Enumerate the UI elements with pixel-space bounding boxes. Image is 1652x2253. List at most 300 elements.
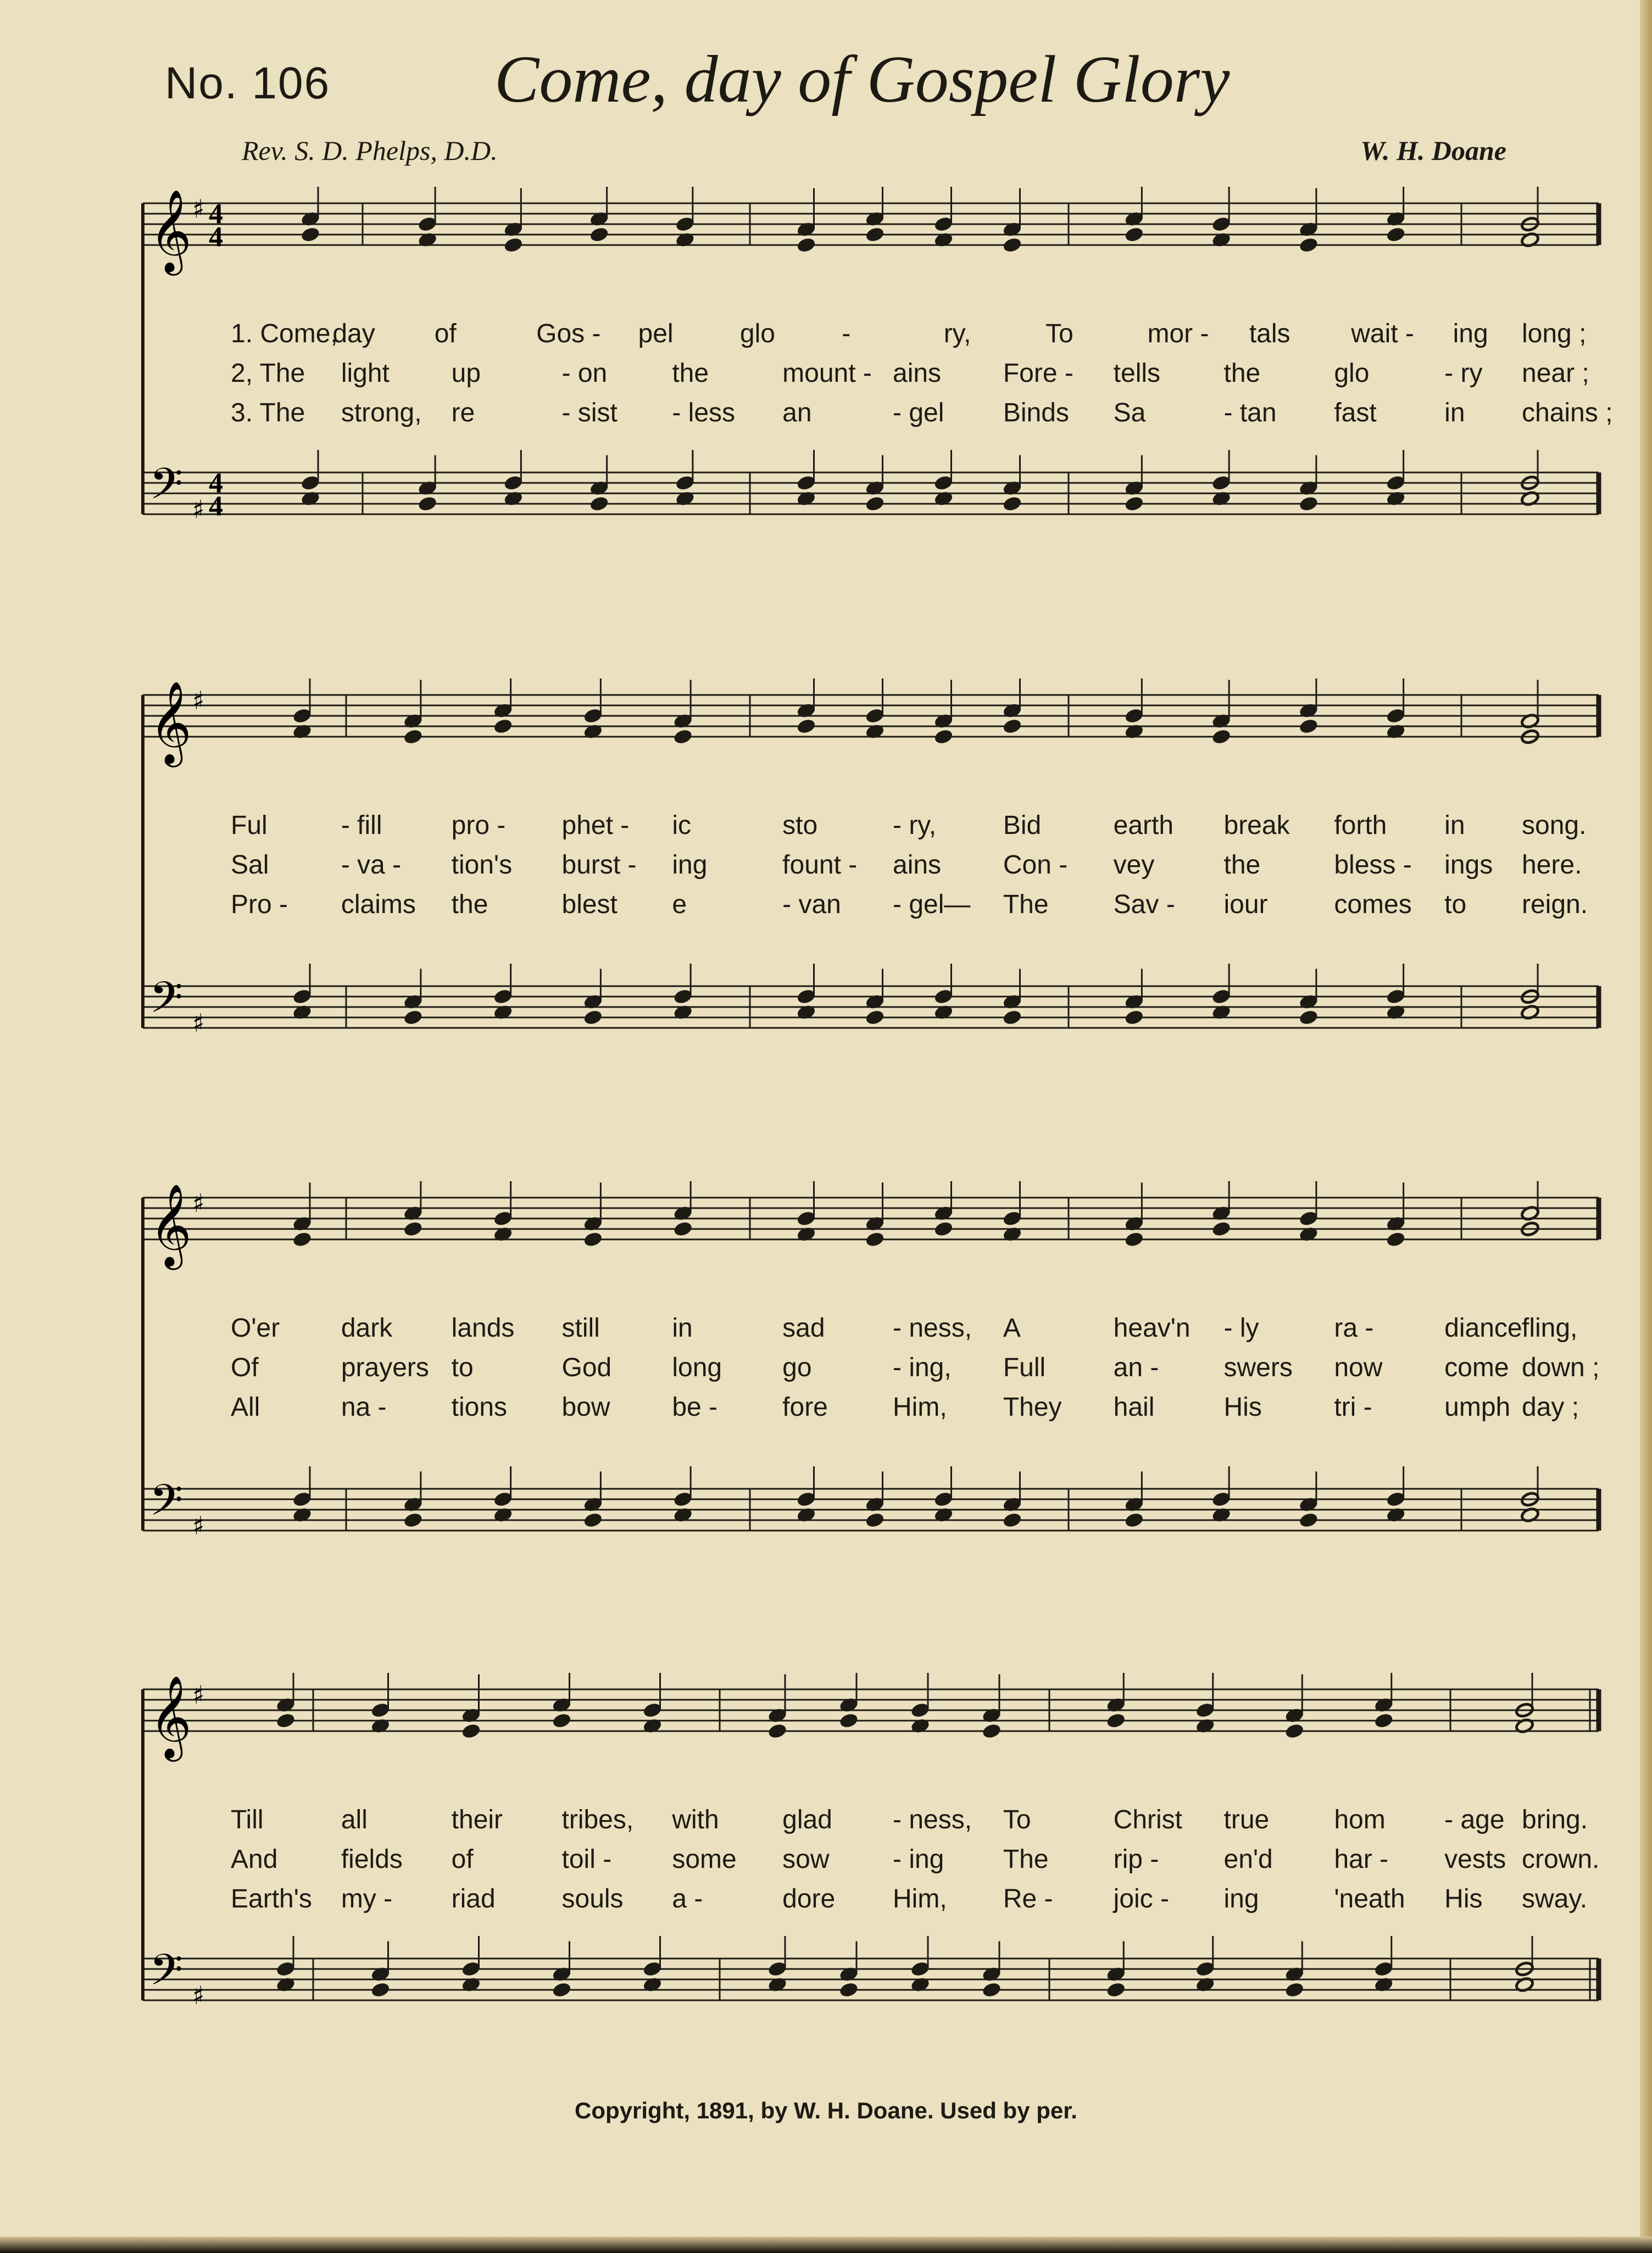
lyric-syllable: - ry — [1444, 359, 1483, 388]
lyric-syllable: And — [231, 1845, 278, 1874]
alto-note — [1386, 1231, 1405, 1247]
lyric-syllable: Pro - — [231, 890, 288, 919]
soprano-note — [934, 216, 953, 232]
tenor-note — [493, 1491, 513, 1507]
tenor-note — [797, 475, 816, 491]
soprano-note — [292, 708, 312, 724]
lyric-syllable: the — [672, 359, 709, 388]
alto-note — [1299, 237, 1318, 253]
lyric-line — [137, 1353, 1604, 1386]
alto-note — [589, 226, 609, 242]
lyric-syllable: some — [672, 1845, 737, 1874]
lyric-syllable: sto — [782, 811, 818, 840]
lyric-syllable: en'd — [1223, 1845, 1273, 1874]
lyric-syllable: fields — [341, 1845, 403, 1874]
tenor-note — [1195, 1961, 1215, 1977]
lyric-syllable: Him, — [893, 1884, 947, 1913]
lyric-syllable: - gel— — [893, 890, 971, 919]
lyric-syllable: hom — [1334, 1805, 1386, 1834]
lyric-syllable: tions — [451, 1393, 508, 1422]
lyric-syllable: tri - — [1334, 1393, 1372, 1422]
tenor-note — [1212, 988, 1231, 1004]
tenor-note — [1374, 1961, 1393, 1977]
alto-note — [865, 1231, 885, 1247]
music-system-1 — [137, 187, 1613, 582]
bass-clef-icon: 𝄢 — [149, 1945, 183, 2006]
lyric-syllable: Sal — [231, 850, 269, 880]
sharp-icon: ♯ — [192, 494, 205, 524]
lyric-syllable: dore — [782, 1884, 836, 1913]
lyric-syllable: - ness, — [893, 1314, 972, 1343]
bass-note — [865, 1009, 885, 1025]
lyric-syllable: hail — [1113, 1393, 1155, 1422]
sharp-icon: ♯ — [192, 1511, 205, 1540]
lyric-syllable: souls — [561, 1884, 624, 1913]
lyric-syllable: tells — [1113, 359, 1161, 388]
lyric-syllable: His — [1223, 1393, 1262, 1422]
treble-clef-icon: 𝄞 — [149, 1675, 192, 1758]
lyric-syllable: Earth's — [231, 1884, 312, 1913]
lyric-syllable: 3. The — [231, 398, 305, 427]
lyric-syllable: their — [451, 1805, 503, 1834]
sharp-icon: ♯ — [192, 1680, 205, 1710]
bass-note — [1299, 1009, 1318, 1025]
lyric-syllable: Of — [231, 1353, 259, 1382]
lyric-syllable: ing — [672, 850, 708, 880]
lyric-syllable: Binds — [1003, 398, 1069, 427]
lyric-syllable: prayers — [341, 1353, 429, 1382]
lyric-syllable: ic — [672, 811, 691, 840]
lyric-syllable: in — [1444, 811, 1465, 840]
soprano-note — [643, 1702, 662, 1718]
lyric-syllable: long — [672, 1353, 722, 1382]
lyric-syllable: The — [1003, 890, 1049, 919]
time-signature-top: 4 — [209, 198, 223, 230]
alto-note — [403, 1221, 422, 1237]
bass-note — [1003, 1009, 1022, 1025]
lyric-line — [137, 358, 1604, 391]
lyric-syllable: fling, — [1522, 1314, 1578, 1343]
lyric-syllable: - tan — [1223, 398, 1277, 427]
lyric-syllable: Ful — [231, 811, 268, 840]
lyric-syllable: vey — [1113, 850, 1155, 880]
alto-note — [1003, 718, 1022, 734]
lyric-syllable: tion's — [451, 850, 513, 880]
lyric-syllable: song. — [1522, 811, 1587, 840]
hymn-title: Come, day of Gospel Glory — [494, 42, 1230, 116]
lyric-syllable: the — [1223, 359, 1261, 388]
alto-note — [674, 1221, 693, 1237]
soprano-note — [1195, 1702, 1215, 1718]
lyric-syllable: an — [782, 398, 812, 427]
lyric-syllable: light — [341, 359, 390, 388]
lyric-syllable: A — [1003, 1314, 1021, 1343]
alto-note — [1125, 226, 1144, 242]
lyric-syllable: a - — [672, 1884, 703, 1913]
lyric-syllable: Him, — [893, 1393, 947, 1422]
bass-note — [865, 496, 885, 511]
lyric-syllable: umph — [1444, 1393, 1511, 1422]
lyric-syllable: to — [451, 1353, 474, 1382]
tenor-note — [643, 1961, 662, 1977]
lyric-syllable: now — [1334, 1353, 1383, 1382]
lyric-syllable: mor - — [1147, 319, 1209, 348]
lyric-syllable: mount - — [782, 359, 872, 388]
lyric-syllable: Re - — [1003, 1884, 1053, 1913]
lyric-syllable: 'neath — [1334, 1884, 1405, 1913]
tenor-note — [1386, 475, 1405, 491]
soprano-note — [1212, 216, 1231, 232]
lyric-syllable: in — [672, 1314, 693, 1343]
bass-note — [865, 1512, 885, 1528]
lyric-syllable: glo — [1334, 359, 1370, 388]
bass-note — [1299, 496, 1318, 511]
bass-note — [1125, 496, 1144, 511]
lyric-syllable: - ly — [1223, 1314, 1259, 1343]
bass-note — [403, 1512, 422, 1528]
treble-clef-icon: 𝄞 — [149, 188, 192, 272]
bass-note — [1003, 1512, 1022, 1528]
lyric-syllable: chains ; — [1522, 398, 1613, 427]
bass-clef-icon: 𝄢 — [149, 973, 183, 1033]
bass-note — [583, 1512, 603, 1528]
tenor-note — [292, 988, 312, 1004]
bass-note — [418, 496, 437, 511]
lyric-syllable: ing — [1223, 1884, 1259, 1913]
alto-note — [934, 728, 953, 744]
lyric-syllable: - ing, — [893, 1353, 952, 1382]
lyric-syllable: earth — [1113, 811, 1174, 840]
treble-clef-icon: 𝄞 — [149, 1183, 192, 1266]
alto-note — [1125, 1231, 1144, 1247]
lyric-line — [137, 398, 1613, 431]
lyric-syllable: - on — [561, 359, 608, 388]
alto-note — [1212, 728, 1231, 744]
lyric-syllable: bow — [561, 1393, 610, 1422]
treble-clef-icon: 𝄞 — [149, 680, 192, 764]
lyric-syllable: burst - — [561, 850, 637, 880]
bass-note — [1285, 1982, 1304, 1998]
soprano-note — [797, 1210, 816, 1226]
alto-note — [403, 728, 422, 744]
lyric-line — [137, 319, 1604, 352]
tenor-note — [1212, 1491, 1231, 1507]
lyric-syllable: Con - — [1003, 850, 1068, 880]
music-system-2 — [137, 678, 1604, 1096]
lyric-syllable: bless - — [1334, 850, 1412, 880]
tenor-note — [910, 1961, 930, 1977]
alto-note — [301, 226, 320, 242]
lyric-syllable: Gos - — [536, 319, 601, 348]
lyric-syllable: e — [672, 890, 687, 919]
soprano-note — [865, 708, 885, 724]
tenor-note — [934, 1491, 953, 1507]
time-signature-top: 4 — [209, 468, 223, 499]
tenor-note — [504, 475, 523, 491]
lyric-syllable: all — [341, 1805, 368, 1834]
lyric-syllable: ains — [893, 850, 942, 880]
lyric-syllable: heav'n — [1113, 1314, 1191, 1343]
alto-note — [292, 1231, 312, 1247]
lyric-syllable: - ing — [893, 1845, 944, 1874]
lyric-line — [137, 1805, 1604, 1838]
lyric-syllable: bring. — [1522, 1805, 1588, 1834]
copyright-notice: Copyright, 1891, by W. H. Doane. Used by per. — [575, 2098, 1077, 2123]
bass-note — [589, 496, 609, 511]
lyric-syllable: - ry, — [893, 811, 937, 840]
lyric-syllable: Bid — [1003, 811, 1042, 840]
tenor-note — [797, 1491, 816, 1507]
soprano-note — [1003, 1210, 1022, 1226]
lyric-syllable: go — [782, 1353, 812, 1382]
lyric-line — [137, 1313, 1604, 1346]
sharp-icon: ♯ — [192, 1188, 205, 1218]
lyric-syllable: to — [1444, 890, 1467, 919]
lyric-syllable: sow — [782, 1845, 830, 1874]
lyric-syllable: up — [451, 359, 481, 388]
tenor-note — [674, 1491, 693, 1507]
lyric-syllable: - age — [1444, 1805, 1505, 1834]
lyric-syllable: To — [1045, 319, 1073, 348]
alto-note — [461, 1723, 481, 1739]
lyric-line — [137, 850, 1604, 883]
lyric-line — [137, 1392, 1604, 1425]
music-system-3 — [137, 1181, 1604, 1599]
lyric-syllable: ry, — [943, 319, 971, 348]
sharp-icon: ♯ — [192, 686, 205, 715]
lyric-syllable: - less — [672, 398, 736, 427]
lyric-syllable: down ; — [1522, 1353, 1600, 1382]
alto-note — [493, 718, 513, 734]
tenor-note — [675, 475, 694, 491]
lyric-syllable: har - — [1334, 1845, 1389, 1874]
alto-note — [276, 1712, 295, 1728]
lyric-line — [137, 810, 1604, 843]
lyric-syllable: Till — [231, 1805, 264, 1834]
bass-note — [1003, 496, 1022, 511]
lyric-syllable: reign. — [1522, 890, 1588, 919]
lyric-syllable: glad — [782, 1805, 832, 1834]
lyric-syllable: - van — [782, 890, 841, 919]
tenor-note — [301, 475, 320, 491]
bass-note — [1106, 1982, 1126, 1998]
alto-note — [552, 1712, 571, 1728]
lyric-syllable: 2, The — [231, 359, 305, 388]
lyric-syllable: of — [451, 1845, 474, 1874]
tenor-note — [493, 988, 513, 1004]
lyric-syllable: comes — [1334, 890, 1412, 919]
lyric-syllable: O'er — [231, 1314, 280, 1343]
alto-note — [839, 1712, 858, 1728]
lyric-syllable: near ; — [1522, 359, 1589, 388]
alto-note — [1003, 237, 1022, 253]
lyric-syllable: - — [842, 319, 851, 348]
lyric-syllable: long ; — [1522, 319, 1587, 348]
lyric-syllable: fount - — [782, 850, 858, 880]
lyric-syllable: ra - — [1334, 1314, 1374, 1343]
tenor-note — [934, 475, 953, 491]
lyric-syllable: Sa — [1113, 398, 1146, 427]
bass-clef-icon: 𝄢 — [149, 459, 183, 520]
lyric-syllable: an - — [1113, 1353, 1159, 1382]
hymn-number: No. 106 — [165, 58, 331, 108]
lyric-syllable: lands — [451, 1314, 515, 1343]
lyric-syllable: dark — [341, 1314, 393, 1343]
bass-clef-icon: 𝄢 — [149, 1476, 183, 1536]
bass-note — [1299, 1512, 1318, 1528]
soprano-note — [493, 1210, 513, 1226]
lyric-syllable: the — [451, 890, 488, 919]
bass-note — [1125, 1512, 1144, 1528]
soprano-note — [675, 216, 694, 232]
lyric-syllable: with — [672, 1805, 719, 1834]
staff-notation — [137, 678, 1604, 1096]
lyric-syllable: pro - — [451, 811, 506, 840]
lyric-syllable: - gel — [893, 398, 944, 427]
bass-note — [371, 1982, 390, 1998]
lyric-syllable: To — [1003, 1805, 1031, 1834]
alto-note — [934, 1221, 953, 1237]
lyric-syllable: na - — [341, 1393, 387, 1422]
alto-note — [504, 237, 523, 253]
alto-note — [674, 728, 693, 744]
lyric-syllable: the — [1223, 850, 1261, 880]
lyric-syllable: ains — [893, 359, 942, 388]
lyric-syllable: re — [451, 398, 475, 427]
alto-note — [583, 1231, 603, 1247]
lyric-syllable: joic - — [1113, 1884, 1169, 1913]
lyric-syllable: forth — [1334, 811, 1387, 840]
tenor-note — [934, 988, 953, 1004]
lyric-syllable: crown. — [1522, 1845, 1600, 1874]
lyric-syllable: glo — [739, 319, 775, 348]
alto-note — [1212, 1221, 1231, 1237]
lyric-syllable: Sav - — [1113, 890, 1175, 919]
lyric-syllable: 1. Come, — [231, 319, 338, 348]
lyric-syllable: phet - — [561, 811, 630, 840]
lyric-syllable: rip - — [1113, 1845, 1159, 1874]
lyric-syllable: strong, — [341, 398, 422, 427]
tenor-note — [1386, 988, 1405, 1004]
lyric-syllable: in — [1444, 398, 1465, 427]
sharp-icon: ♯ — [192, 1008, 205, 1038]
alto-note — [1285, 1723, 1304, 1739]
lyric-syllable: day — [332, 319, 375, 348]
lyric-syllable: pel — [638, 319, 674, 348]
bass-note — [583, 1009, 603, 1025]
lyric-syllable: blest — [561, 890, 618, 919]
lyric-syllable: fore — [782, 1393, 828, 1422]
lyric-syllable: day ; — [1522, 1393, 1579, 1422]
lyric-syllable: toil - — [561, 1845, 612, 1874]
alto-note — [1374, 1712, 1393, 1728]
lyric-syllable: The — [1003, 1845, 1049, 1874]
lyric-syllable: All — [231, 1393, 260, 1422]
bass-note — [403, 1009, 422, 1025]
soprano-note — [1125, 708, 1144, 724]
lyric-syllable: Full — [1003, 1353, 1046, 1382]
lyric-syllable: Fore - — [1003, 359, 1073, 388]
alto-note — [1386, 226, 1405, 242]
lyric-syllable: ings — [1444, 850, 1493, 880]
treble-staff — [143, 1198, 1599, 1239]
lyric-syllable: still — [561, 1314, 600, 1343]
tenor-note — [461, 1961, 481, 1977]
lyric-syllable: - va - — [341, 850, 402, 880]
lyric-line — [137, 1844, 1604, 1877]
tenor-note — [276, 1961, 295, 1977]
lyric-syllable: break — [1223, 811, 1290, 840]
alto-note — [865, 226, 885, 242]
time-signature-bottom: 4 — [209, 221, 223, 253]
lyric-syllable: iour — [1223, 890, 1268, 919]
tenor-note — [1386, 1491, 1405, 1507]
lyric-syllable: They — [1003, 1393, 1062, 1422]
alto-note — [797, 237, 816, 253]
page-edge-bottom — [0, 2237, 1652, 2253]
author-credit: Rev. S. D. Phelps, D.D. — [242, 135, 498, 166]
page-edge — [1640, 0, 1652, 2253]
lyric-syllable: wait - — [1351, 319, 1414, 348]
lyric-syllable: tribes, — [561, 1805, 634, 1834]
lyric-syllable: true — [1223, 1805, 1270, 1834]
lyric-syllable: be - — [672, 1393, 718, 1422]
sharp-icon: ♯ — [192, 1981, 205, 2010]
alto-note — [767, 1723, 787, 1739]
bass-note — [839, 1982, 858, 1998]
lyric-syllable: God — [561, 1353, 612, 1382]
alto-note — [1299, 718, 1318, 734]
soprano-note — [371, 1702, 390, 1718]
lyric-syllable: sad — [782, 1314, 825, 1343]
soprano-note — [583, 708, 603, 724]
composer-credit: W. H. Doane — [1360, 135, 1506, 166]
music-system-4 — [137, 1673, 1604, 2068]
soprano-note — [910, 1702, 930, 1718]
lyric-syllable: diance — [1444, 1314, 1522, 1343]
time-signature-bottom: 4 — [209, 491, 223, 522]
lyric-syllable: here. — [1522, 850, 1582, 880]
tenor-note — [292, 1491, 312, 1507]
lyric-syllable: ing — [1453, 319, 1488, 348]
lyric-syllable: - sist — [561, 398, 618, 427]
tenor-note — [767, 1961, 787, 1977]
lyric-syllable: of — [434, 319, 457, 348]
soprano-note — [1386, 708, 1405, 724]
alto-note — [797, 718, 816, 734]
lyric-syllable: tals — [1249, 319, 1291, 348]
lyric-syllable: vests — [1444, 1845, 1506, 1874]
tenor-note — [1212, 475, 1231, 491]
lyric-line — [137, 1884, 1604, 1917]
lyric-syllable: riad — [451, 1884, 496, 1913]
lyric-syllable: His — [1444, 1884, 1483, 1913]
staff-notation — [137, 1181, 1604, 1599]
lyric-syllable: - ness, — [893, 1805, 972, 1834]
tenor-note — [674, 988, 693, 1004]
lyric-syllable: claims — [341, 890, 416, 919]
lyric-syllable: - fill — [341, 811, 382, 840]
tenor-note — [797, 988, 816, 1004]
soprano-note — [418, 216, 437, 232]
alto-note — [1106, 1712, 1126, 1728]
sharp-icon: ♯ — [192, 194, 205, 224]
lyric-syllable: my - — [341, 1884, 393, 1913]
bass-note — [1125, 1009, 1144, 1025]
bass-note — [982, 1982, 1001, 1998]
lyric-syllable: come — [1444, 1353, 1509, 1382]
lyric-syllable: Christ — [1113, 1805, 1182, 1834]
